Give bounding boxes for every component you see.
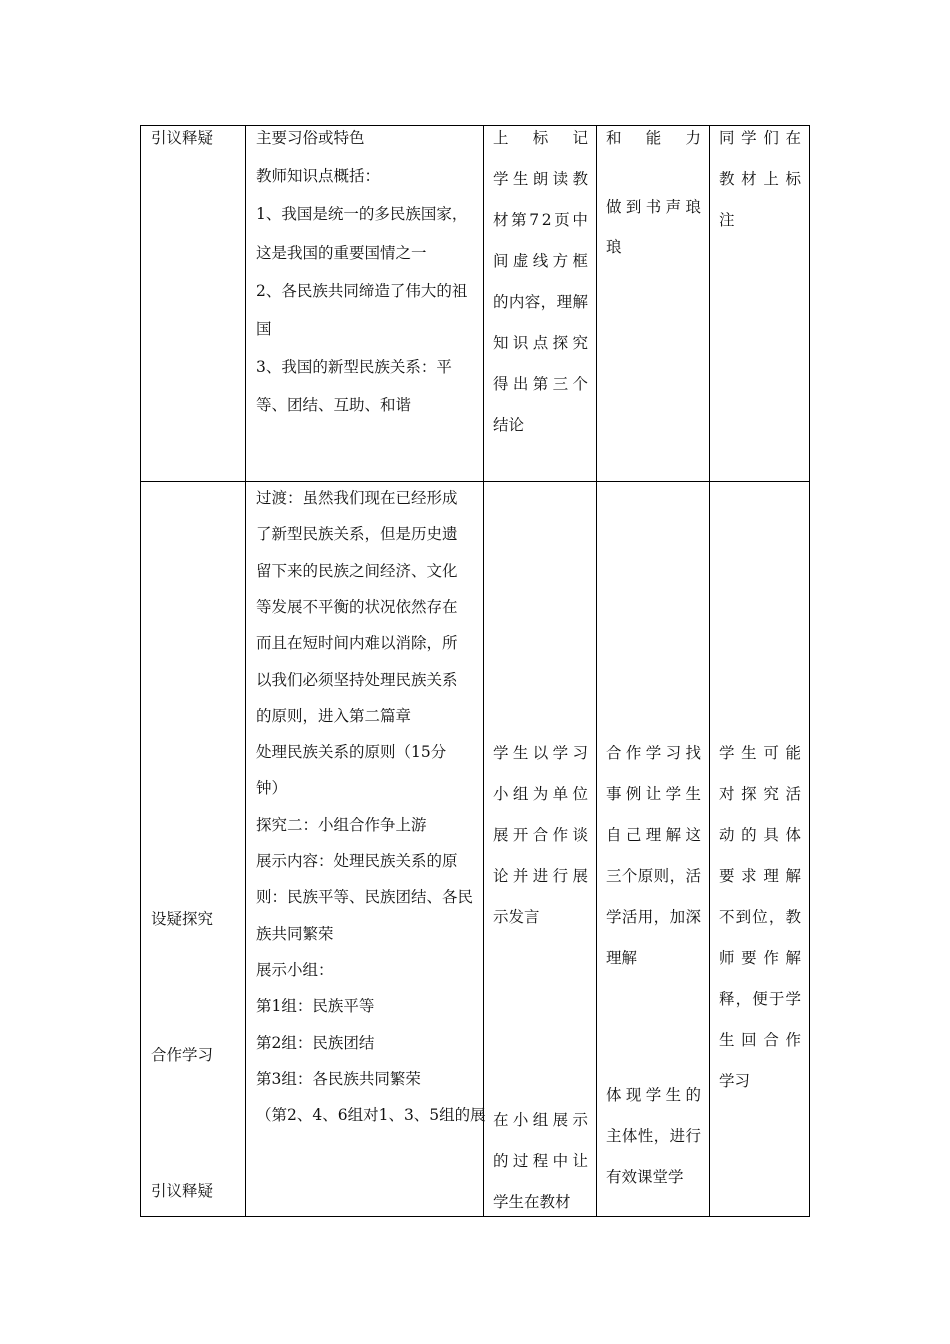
design-intent-line: 琅 <box>606 238 622 256</box>
design-intent-line: 体 现 学 生 的 <box>606 1086 701 1104</box>
student-activity-line: 小 组 为 单 位 <box>493 785 588 803</box>
column-divider-2 <box>483 125 484 1217</box>
teacher-activity-line: 以我们必须坚持处理民族关系 <box>256 670 458 689</box>
design-intent-line: 学 活 用 ， 加 深 <box>606 908 701 926</box>
design-intent-line: 三 个 原 则 ， 活 <box>606 867 701 885</box>
design-intent-line: 自 己 理 解 这 <box>606 826 701 844</box>
student-activity-line: 知 识 点 探 究 <box>493 334 588 352</box>
teacher-activity-line: 等、团结、互助、和谐 <box>256 396 412 415</box>
note-line: 生 回 合 作 <box>719 1031 801 1049</box>
note-line: 师 要 作 解 <box>719 949 801 967</box>
note-line: 同 学 们 在 <box>719 129 801 147</box>
stage-label: 引议释疑 <box>151 129 214 147</box>
teacher-activity-line: 族共同繁荣 <box>256 924 334 943</box>
student-activity-line: 论 并 进 行 展 <box>493 867 588 885</box>
note-line: 释 ， 便 于 学 <box>719 990 801 1008</box>
teacher-activity-line: 第1组：民族平等 <box>256 997 375 1016</box>
note-line: 对 探 究 活 <box>719 785 801 803</box>
stage-label: 设疑探究 <box>151 910 214 928</box>
student-activity-line: 展 开 合 作 谈 <box>493 826 588 844</box>
note-line: 学习 <box>719 1072 751 1090</box>
teacher-activity-line: 探究二：小组合作争上游 <box>256 815 427 834</box>
stage-label: 引议释疑 <box>151 1182 214 1200</box>
teacher-activity-line: 等发展不平衡的状况依然存在 <box>256 597 458 616</box>
teacher-activity-line: 钟） <box>256 779 288 798</box>
teacher-activity-line: 展示内容：处理民族关系的原 <box>256 852 458 870</box>
teacher-activity-line: 了新型民族关系，但是历史遗 <box>256 525 458 544</box>
teacher-activity-line: 这是我国的重要国情之一 <box>256 243 427 262</box>
table-border-right <box>809 125 810 1217</box>
design-intent-line: 合 作 学 习 找 <box>606 744 701 762</box>
table-border-left <box>140 125 141 1217</box>
teacher-activity-line: 第3组：各民族共同繁荣 <box>256 1069 421 1088</box>
student-activity-line: 在 小 组 展 示 <box>493 1111 588 1129</box>
teacher-activity-line: 过渡：虽然我们现在已经形成 <box>256 489 458 507</box>
design-intent-line: 理解 <box>606 949 638 967</box>
student-activity-line: 结论 <box>493 416 525 434</box>
column-divider-1 <box>245 125 246 1217</box>
note-line: 学 生 可 能 <box>719 744 801 762</box>
student-activity-line: 的 过 程 中 让 <box>493 1152 588 1170</box>
teacher-activity-line: 则：民族平等、民族团结、各民 <box>256 888 474 907</box>
note-line: 动 的 具 体 <box>719 826 801 844</box>
teacher-activity-line: 教师知识点概括： <box>256 167 381 186</box>
teacher-activity-line: 留下来的民族之间经济、文化 <box>256 561 458 580</box>
note-line: 不 到 位 ， 教 <box>719 908 801 926</box>
design-intent-line: 有效课堂学 <box>606 1168 684 1186</box>
teacher-activity-line: （第2、4、6组对1、3、5组的展 <box>256 1106 486 1125</box>
teacher-activity-line: 2、各民族共同缔造了伟大的祖 <box>256 281 468 300</box>
column-divider-4 <box>709 125 710 1217</box>
teacher-activity-line: 3、我国的新型民族关系：平 <box>256 358 452 377</box>
student-activity-line: 学 生 以 学 习 <box>493 744 588 762</box>
note-line: 教 材 上 标 <box>719 170 801 188</box>
teacher-activity-line: 主要习俗或特色 <box>256 129 365 147</box>
note-line: 注 <box>719 211 735 229</box>
student-activity-line: 材 第 7 2 页 中 <box>493 211 588 229</box>
student-activity-line: 学 生 朗 读 教 <box>493 170 588 188</box>
student-activity-line: 得 出 第 三 个 <box>493 375 588 393</box>
design-intent-line: 和 能 力 <box>606 129 701 147</box>
teacher-activity-line: 展示小组： <box>256 960 334 979</box>
student-activity-line: 示发言 <box>493 908 540 926</box>
teacher-activity-line: 1、我国是统一的多民族国家， <box>256 205 468 224</box>
note-line: 要 求 理 解 <box>719 867 801 885</box>
student-activity-line: 的 内 容 ， 理 解 <box>493 293 588 311</box>
teacher-activity-line: 国 <box>256 320 272 338</box>
column-divider-3 <box>596 125 597 1217</box>
teacher-activity-line: 的原则，进入第二篇章 <box>256 706 412 725</box>
teacher-activity-line: 处理民族关系的原则（15分 <box>256 743 447 762</box>
design-intent-line: 主 体 性 ， 进 行 <box>606 1127 701 1145</box>
design-intent-line: 事 例 让 学 生 <box>606 785 701 803</box>
teacher-activity-line: 第2组：民族团结 <box>256 1033 375 1052</box>
student-activity-line: 学生在教材 <box>493 1193 571 1211</box>
student-activity-line: 上 标 记 <box>493 129 588 147</box>
design-intent-line: 做 到 书 声 琅 <box>606 198 701 216</box>
student-activity-line: 间 虚 线 方 框 <box>493 252 588 270</box>
stage-label: 合作学习 <box>151 1046 214 1064</box>
teacher-activity-line: 而且在短时间内难以消除，所 <box>256 634 458 653</box>
